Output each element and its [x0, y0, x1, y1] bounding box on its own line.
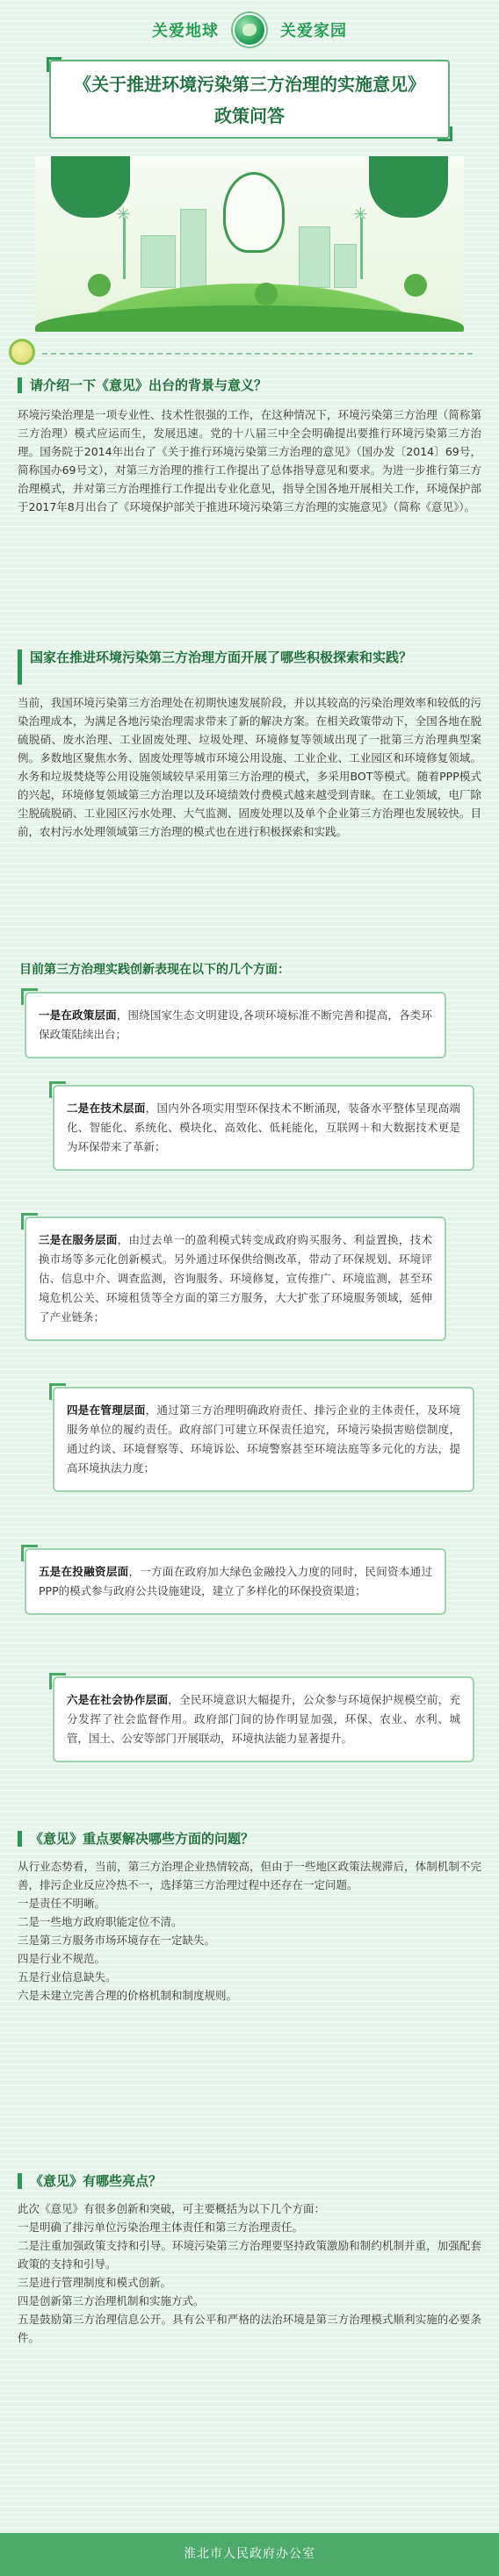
question-background: 请介绍一下《意见》出台的背景与意义？: [18, 376, 481, 395]
card-body: ，围绕国家生态文明建设,各项环境标准不断完善和提高，各类环保政策陆续出台；: [39, 1008, 432, 1041]
card-lead: 六是在社会协作层面: [67, 1693, 169, 1706]
tree-icon: [255, 283, 278, 305]
card-lead: 五是在投融资层面: [39, 1565, 129, 1578]
answer-highlights: [18, 2199, 481, 2347]
card-body: ，一方面在政府加大绿色金融投入力度的同时，民间资本通过PPP的模式参与政府公共设施建设，建立了多样化的环保投资渠道；: [39, 1565, 432, 1597]
card-lead: 四是在管理层面: [67, 1403, 146, 1417]
problem-item: 一是责任不明晰。: [18, 1897, 106, 1910]
card-body: ，由过去单一的盈利模式转变成政府购买服务、利益置换，技术换市场等多元化创新模式。另外通过环保供给侧改革，带动了环保规划、环境评估、信息中介、调查监测，咨询服务、环境修复，宣传推广、环境监测，甚至环境危机公关、环境租赁等全方面的第三方服务，大大扩张了环境服务领域，延伸了产业链条；: [39, 1233, 432, 1324]
slogan-left: 关爱地球: [152, 22, 219, 40]
highlight-item: 一是明确了排污单位污染治理主体责任和第三方治理责任。: [18, 2221, 304, 2234]
tree-icon: [404, 274, 427, 297]
answer-practice: [18, 693, 481, 841]
innovation-card: [53, 1387, 474, 1492]
highlight-item: 四是创新第三方治理机制和实施方式。: [18, 2294, 205, 2307]
question-practice: 国家在推进环境污染第三方治理方面开展了哪些积极探索和实践？: [18, 648, 481, 667]
subheading-innovation: 目前第三方治理实践创新表现在以下的几个方面：: [19, 963, 290, 977]
innovation-card: [25, 992, 446, 1058]
highlight-item: 二是注重加强政策支持和引导。环境污染第三方治理要坚持政策激励和制约机制并重，加强配套政策的支持和引导。: [18, 2239, 481, 2271]
problem-item: 二是一些地方政府职能定位不清。: [18, 1915, 183, 1928]
answer-text: 环境污染治理是一项专业性、技术性很强的工作，在这种情况下，环境污染第三方治理（简称第三方治理）模式应运而生，发展迅速。党的十八届三中全会明确提出要推行环境污染第三方治理。国务院于2014年出台了《关于推行环境污染第三方治理的意见》（国办发〔2014〕69号，简称国办69号文），对第三方治理的推行工作提出了总体指导意见和要求。为进一步推行第三方治理模式，并对第三方治理推行工作提出专业化意见，指导全国各地开展相关工作，环境保护部于2017年8月出台了《环境保护部关于推进环境污染第三方治理的实施意见》（简称《意见》）。: [18, 408, 481, 513]
answer-problems: [18, 1857, 481, 2005]
light-bulb-icon: [223, 172, 285, 253]
tree-icon: [88, 274, 111, 297]
highlight-item: 三是进行管理制度和模式创新。: [18, 2276, 172, 2289]
header-brand: [0, 11, 499, 49]
answer-intro: 此次《意见》有很多创新和突破，可主要概括为以下几个方面：: [18, 2202, 326, 2215]
innovation-card: [53, 1676, 474, 1762]
title-box: [49, 60, 450, 139]
problem-item: 四是行业不规范。: [18, 1952, 106, 1965]
innovation-card: [25, 1216, 446, 1341]
card-body: ，国内外各项实用型环保技术不断涌现，装备水平整体呈现高端化、智能化、系统化、模块化、高效化、低耗能化，互联网＋和大数据技术更是为环保带来了革新；: [67, 1101, 460, 1153]
answer-background: [18, 405, 481, 516]
problem-item: 三是第三方服务市场环境存在一定缺失。: [18, 1934, 216, 1947]
card-body: ，通过第三方治理明确政府责任、排污企业的主体责任，及环境服务单位的履约责任。政府部门可建立环保责任追究，环境污染损害赔偿制度，通过约谈、环境督察等、环境诉讼、环境警察甚至环境法庭等多元化的方法，提高环境执法力度；: [67, 1403, 460, 1475]
card-lead: 三是在服务层面: [39, 1233, 118, 1246]
question-problems: 《意见》重点要解决哪些方面的问题？: [18, 1829, 481, 1848]
footer: 淮北市人民政府办公室: [0, 2533, 499, 2576]
highlight-item: 五是鼓励第三方治理信息公开。具有公平和严格的法治环境是第三方治理模式顺利实施的必要条件。: [18, 2313, 481, 2344]
answer-intro: 从行业态势看，当前，第三方治理企业热情较高，但由于一些地区政策法规滞后，体制机制不完善，排污企业反应冷热不一，选择第三方治理过程中还存在一定问题。: [18, 1860, 481, 1891]
leaf-icon: [9, 339, 35, 365]
problem-item: 五是行业信息缺失。: [18, 1970, 117, 1984]
card-body: ，全民环境意识大幅提升，公众参与环境保护规模空前，充分发挥了社会监督作用。政府部门间的协作明显加强，环保、农业、水利、城管，国土、公安等部门开展联动，环境执法能力显著提升。: [67, 1693, 460, 1745]
innovation-card: [53, 1085, 474, 1171]
divider: [42, 353, 473, 355]
lamp-icon: [369, 156, 448, 218]
globe-icon: [233, 13, 266, 47]
problem-item: 六是未建立完善合理的价格机制和制度规则。: [18, 1989, 238, 2002]
card-lead: 一是在政策层面: [39, 1008, 117, 1022]
card-lead: 二是在技术层面: [67, 1101, 146, 1115]
innovation-card: [25, 1548, 446, 1615]
slogan-right: 关爱家园: [280, 22, 347, 40]
page-title: 《关于推进环境污染第三方治理的实施意见》政策问答: [74, 74, 425, 126]
answer-text: 当前，我国环境污染第三方治理处在初期快速发展阶段，并以其较高的污染治理效率和较低的污染治理成本，为满足各地污染治理需求带来了新的解决方案。在相关政策带动下，全国各地在脱硫脱硝、废水治理、工业固废处理、垃圾处理、环境修复等领域出现了一批第三方治理典型案例。多数地区聚焦水务、固废处理等城市环境公用设施、工业企业、工业园区和环境修复领域。水务和垃圾焚烧等公用设施领域较早采用第三方治理的模式，多采用BOT等模式。随着PPP模式的兴起，环境修复领域第三方治理以及环境绩效付费模式越来越受到青睐。在工业领域，电厂除尘脱硫脱硝、工业园区污水处理、大气监测、固废处理以及单个企业第三方治理也发展较快。目前，农村污水处理领域第三方治理的模式也在进行积极探索和实践。: [18, 696, 481, 838]
banner-illustration: [35, 156, 464, 332]
question-highlights: 《意见》有哪些亮点？: [18, 2171, 481, 2191]
